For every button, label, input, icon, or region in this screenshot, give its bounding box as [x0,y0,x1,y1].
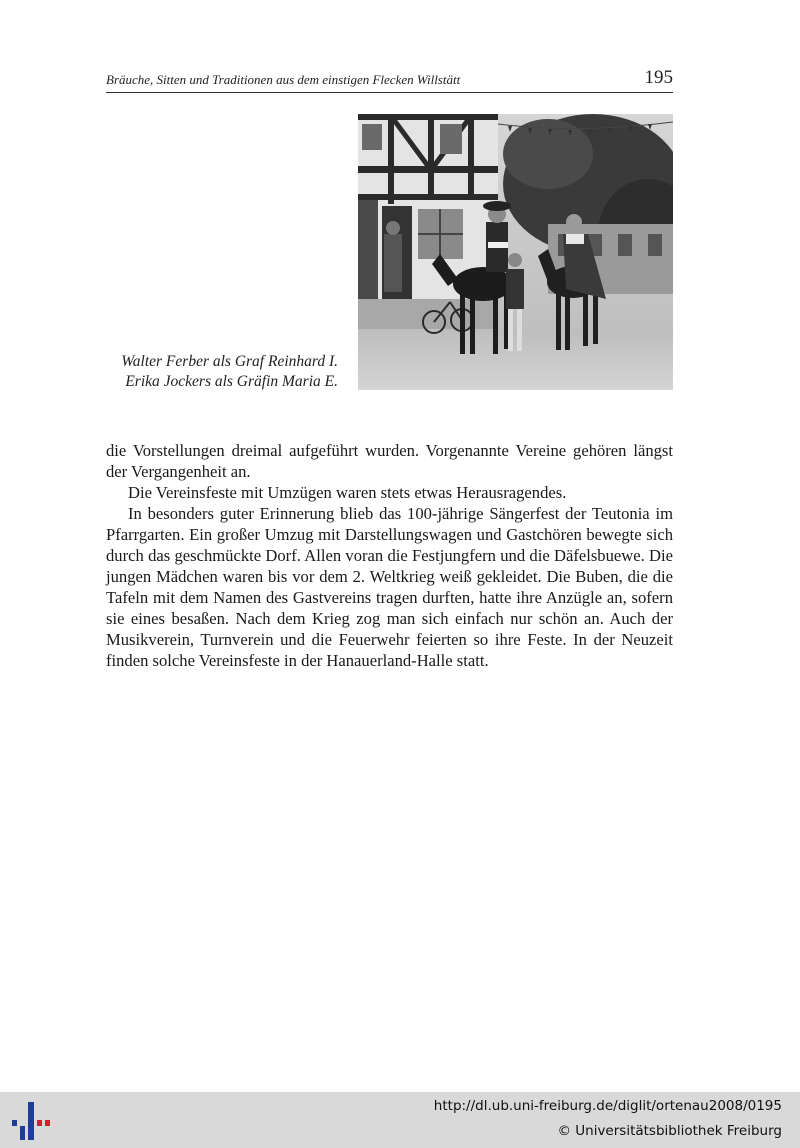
paragraph-3: In besonders guter Erinnerung blieb das 100-jährige Sängerfest der Teutonia im Pfarrgarten. Ein großer Umzug mit Darstellungswagen und Gastchören bewegte sich durch das geschmückte Dorf. Allen voran die Festjungfern und die Däfelsbuewe. Die jungen Mädchen waren bis vor dem 2. Weltkrieg weiß gekleidet. Die Buben, die die Tafeln mit dem Namen des Gastvereins tragen durften, hatte ihre Anzügle an, sofern sie eines besaßen. Nach dem Krieg zog man sich einfach nur schön an. Auch der Musikverein, Turnverein und die Feuerwehr feierten so ihre Feste. In der Neuzeit finden solche Vereinsfeste in der Hanauerland-Halle statt. [106,504,673,670]
historic-photo [358,114,673,390]
body-text [106,440,673,671]
running-header-title: Bräuche, Sitten und Traditionen aus dem einstigen Flecken Willstätt [106,72,461,87]
footer-copyright: © Universitätsbibliothek Freiburg [557,1123,782,1139]
footer-bar [0,1092,800,1148]
caption-line-2: Erika Jockers als Gräfin Maria E. [125,373,338,390]
library-logo-icon [10,1100,54,1142]
caption-line-1: Walter Ferber als Graf Reinhard I. [121,353,338,370]
paragraph-2: Die Vereinsfeste mit Umzügen waren stets etwas Herausragendes. [128,483,567,502]
paragraph-1: die Vorstellungen dreimal aufgeführt wurden. Vorgenannte Vereine gehören längst der Vergangenheit an. [106,441,673,481]
running-header [106,66,673,93]
footer-url-link[interactable]: http://dl.ub.uni-freiburg.de/diglit/ortenau2008/0195 [433,1098,782,1114]
page-number: 195 [644,67,673,88]
figure-caption [106,352,338,392]
